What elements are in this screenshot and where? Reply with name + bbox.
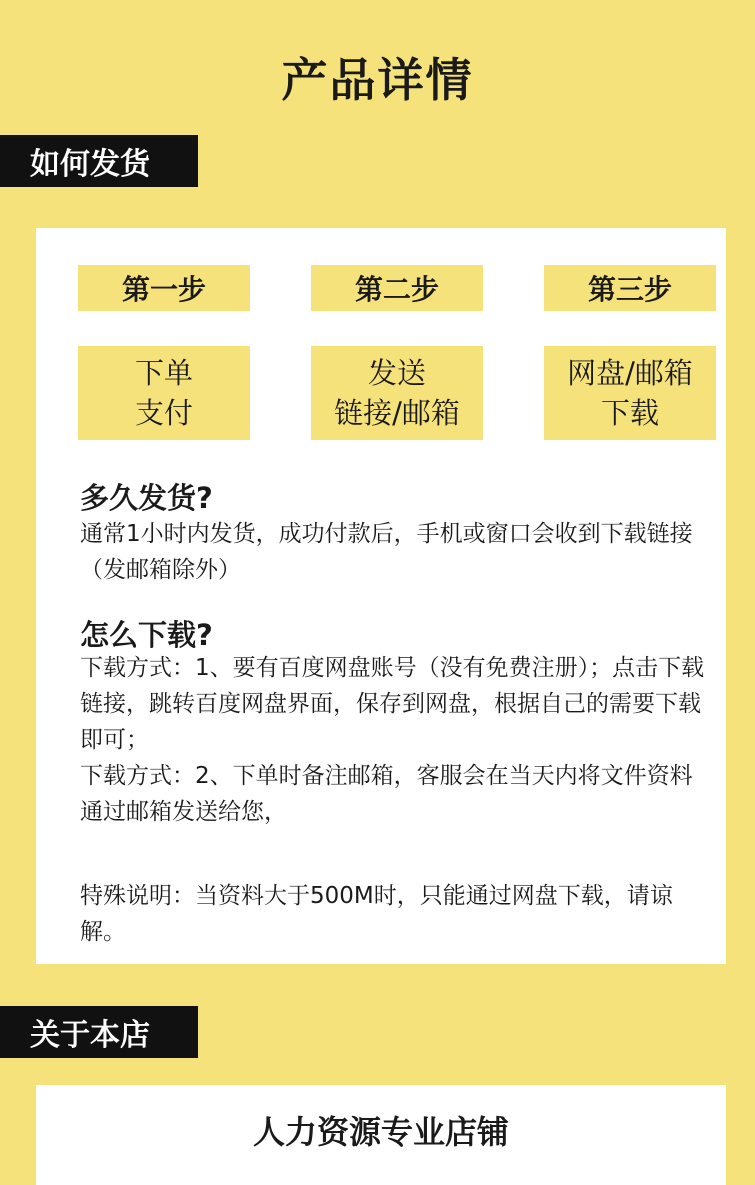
special-note-text: 特殊说明：当资料大于500M时，只能通过网盘下载，请谅解。 (80, 883, 673, 945)
shipping-info-card (36, 228, 726, 964)
faq-question-delivery-time: 多久发货? (80, 481, 213, 515)
section-tag-about-store: 关于本店 (0, 1006, 198, 1058)
step-2-label: 第二步 (311, 265, 483, 311)
store-info-card (36, 1085, 726, 1185)
store-name: 人力资源专业店铺 (252, 1113, 509, 1151)
faq-answer-how-download (80, 650, 705, 830)
download-method-2: 下载方式：2、下单时备注邮箱，客服会在当天内将文件资料通过邮箱发送给您， (80, 763, 693, 825)
step-1-label: 第一步 (78, 265, 250, 311)
step-3-description: 网盘/邮箱 下载 (544, 346, 716, 440)
section-tag-shipping: 如何发货 (0, 135, 198, 187)
faq-answer-delivery-time: 通常1小时内发货，成功付款后，手机或窗口会收到下载链接（发邮箱除外） (80, 521, 693, 583)
step-3-label: 第三步 (544, 265, 716, 311)
special-note (80, 878, 705, 950)
step-1-description: 下单 支付 (78, 346, 250, 440)
faq-question-how-download: 怎么下载? (80, 618, 213, 652)
page-title: 产品详情 (281, 53, 474, 107)
step-2-description: 发送 链接/邮箱 (311, 346, 483, 440)
download-method-1: 下载方式：1、要有百度网盘账号（没有免费注册）；点击下载链接，跳转百度网盘界面，保存到网盘，根据自己的需要下载即可； (80, 655, 705, 753)
